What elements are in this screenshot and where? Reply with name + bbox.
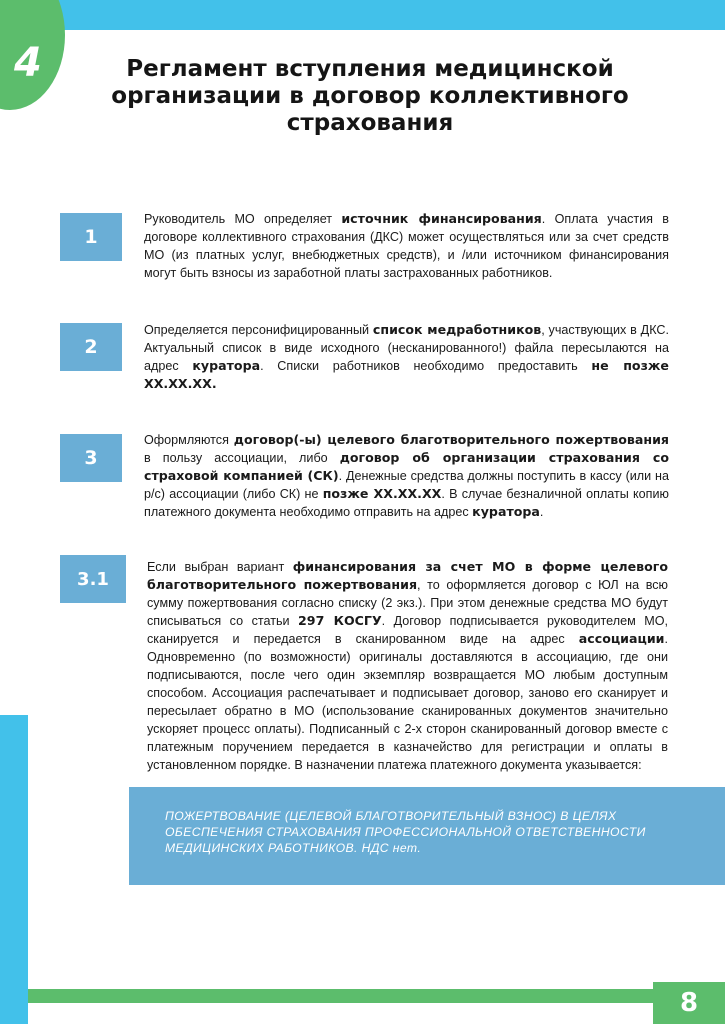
body-text: Определяется персонифицированный — [144, 323, 373, 337]
highlight-text: куратора — [472, 504, 540, 519]
body-text: . — [539, 505, 544, 519]
body-text: , участвующих в ДКС. Актуальный список в виде исходного (несканированного!) файла пересылаются на адрес — [144, 323, 669, 373]
step-number-2: 2 — [60, 323, 122, 371]
payment-purpose-text — [165, 808, 685, 856]
step-text-1 — [144, 210, 669, 282]
highlight-text: договор(-ы) целевого благотворительного пожертвования — [233, 432, 669, 447]
payment-purpose-line-2: ОБЕСПЕЧЕНИЯ СТРАХОВАНИЯ ПРОФЕССИОНАЛЬНОЙ ОТВЕТСТВЕННОСТИ — [165, 825, 646, 839]
body-text: в пользу ассоциации, либо — [144, 451, 340, 465]
body-text: , то оформляется договор с ЮЛ на всю сумму пожертвования согласно списку (2 экз.). При этом денежные средства МО будут списываться со статьи — [147, 578, 668, 628]
highlight-text: куратора — [192, 358, 261, 373]
step-number-1: 1 — [60, 213, 122, 261]
highlight-text: договор об организации страхования со страховой компанией (СК) — [144, 450, 670, 483]
body-text: . Одновременно (по возможности) оригиналы доставляются в ассоциацию, где они подписываются, после чего один экземпляр возвращается МО любым доступным способом. Ассоциация распечатывает и подписывает договор, заново его сканирует и пересылает обратно в МО (использование сканированных документов значительно ускоряет процесс оплаты). Подписанный с 2-х сторон сканированный договор вместе с платежным поручением передается в казначейство для регистрации и оплаты в установленном порядке. В назначении платежа платежного документа указывается: — [147, 632, 668, 772]
highlight-text: список медработников — [372, 322, 542, 337]
body-text: . Оплата участия в договоре коллективного страхования (ДКС) может осуществляться или за счет средств МО (из платных услуг, внебюджетных средств), и /или источником финансирования могут быть взносы из заработной платы застрахованных работников. — [144, 212, 669, 280]
highlight-text: ассоциации — [578, 631, 665, 646]
left-blue-stripe — [0, 715, 28, 1024]
page-title — [90, 56, 650, 137]
page-number: 8 — [653, 982, 725, 1024]
body-text: . Списки работников необходимо предоставить — [260, 359, 592, 373]
body-text: . Денежные средства должны поступить в кассу (или на р/с) ассоциации (либо СК) не — [144, 469, 669, 501]
highlight-text: источник финансирования — [341, 211, 542, 226]
highlight-text: не позже XX.XX.XX. — [144, 358, 669, 391]
section-number: 4 — [14, 40, 42, 86]
step-text-3-1 — [147, 558, 668, 774]
top-blue-bar — [0, 0, 725, 30]
highlight-text: финансирования за счет МО в форме целевого благотворительного пожертвования — [147, 559, 668, 592]
body-text: . Договор подписывается руководителем МО, сканируется и передается в сканированном виде на адрес — [147, 614, 668, 646]
body-text: . В случае безналичной оплаты копию платежного документа необходимо отправить на адрес — [144, 487, 669, 519]
payment-purpose-line-3: МЕДИЦИНСКИХ РАБОТНИКОВ. НДС нет. — [165, 841, 422, 855]
title-line-3: страхования — [286, 110, 454, 136]
step-number-3-1: 3.1 — [60, 555, 126, 603]
highlight-text: 297 КОСГУ — [298, 613, 382, 628]
body-text: Руководитель МО определяет — [144, 212, 342, 226]
title-line-1: Регламент вступления медицинской — [126, 56, 614, 82]
highlight-text: позже XX.XX.XX — [322, 486, 442, 501]
step-number-3: 3 — [60, 434, 122, 482]
payment-purpose-line-1: ПОЖЕРТВОВАНИЕ (ЦЕЛЕВОЙ БЛАГОТВОРИТЕЛЬНЫЙ ВЗНОС) В ЦЕЛЯХ — [165, 809, 617, 823]
step-text-2 — [144, 321, 669, 393]
body-text: Если выбран вариант — [147, 560, 293, 574]
bottom-green-bar — [28, 989, 653, 1003]
title-line-2: организации в договор коллективного — [111, 83, 629, 109]
step-text-3 — [144, 431, 669, 521]
body-text: Оформляются — [144, 433, 234, 447]
